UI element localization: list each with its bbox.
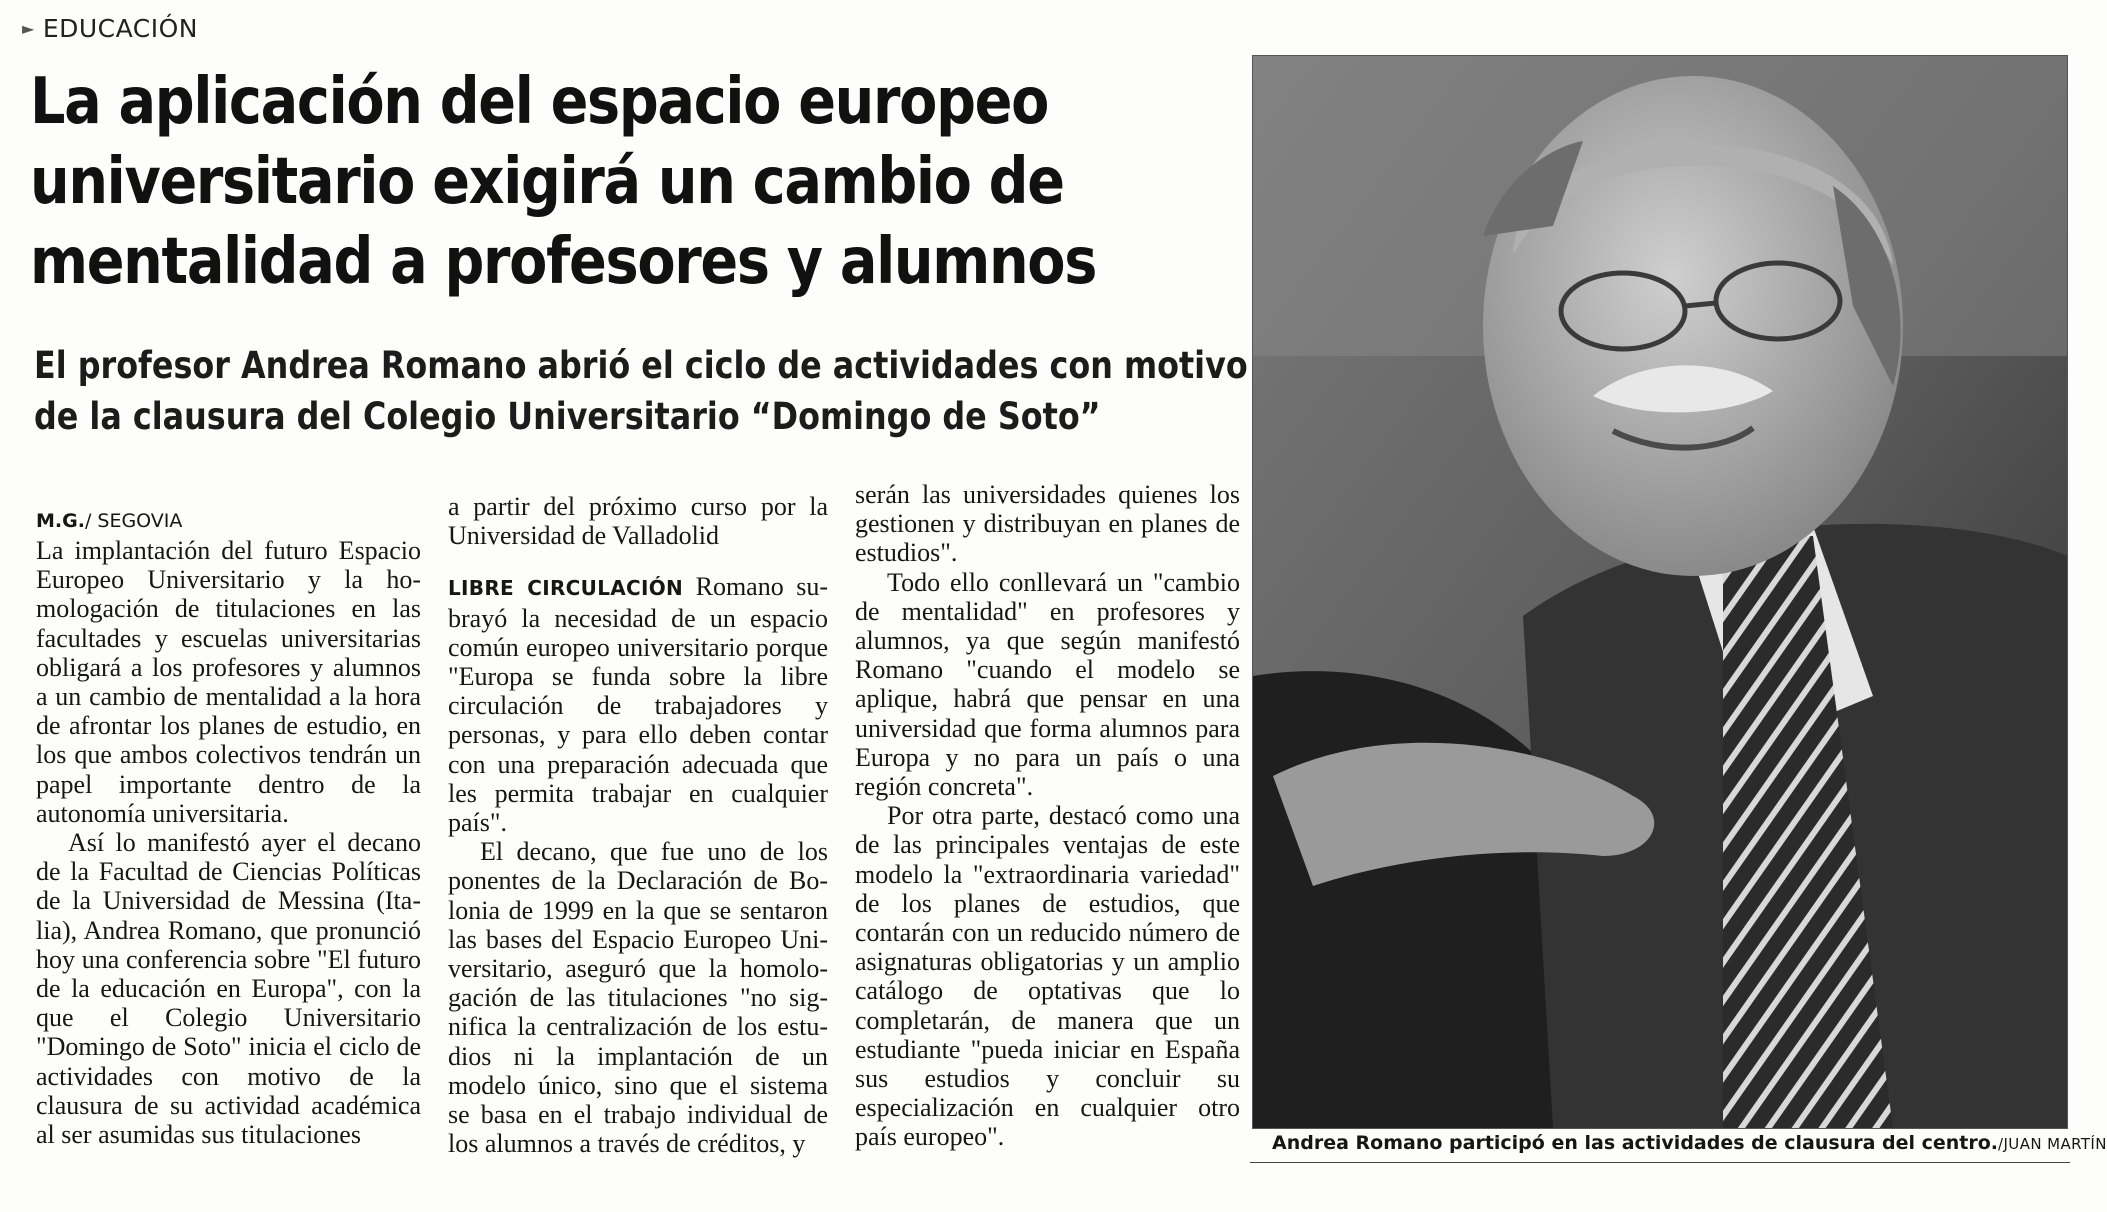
- paragraph: serán las universidades quienes los gestionen y distribuyan en planes de estudios".: [855, 480, 1240, 568]
- section-arrow-icon: ►: [22, 19, 35, 38]
- byline: [36, 508, 421, 534]
- section-label: [22, 14, 198, 43]
- photo-caption: [1272, 1128, 2107, 1159]
- portrait-illustration: [1253, 56, 2067, 1128]
- photo-credit: /JUAN MARTÍN: [1998, 1135, 2107, 1153]
- section-lead-in: LIBRE CIRCULACIÓN: [448, 576, 684, 601]
- subheadline: [34, 340, 1248, 442]
- headline-line-3: mentalidad a profesores y alumnos: [30, 225, 1097, 299]
- paragraph: Así lo manifestó ayer el decano de la Facultad de Ciencias Políticas de la Universidad de Messina (Italia), Andrea Romano, que pronunció hoy una conferencia sobre "El futuro de la educación en Europa", con la que el Colegio Universitario "Domingo de Soto" inicia el ciclo de actividades con motivo de la clausura de su actividad académica al ser asumidas sus titulaciones: [36, 828, 421, 1150]
- paragraph: Por otra parte, destacó como una de las principales ventajas de este modelo la "extraordinaria variedad" de los planes de estudios, que contarán con un reducido número de asignaturas obligatorias y un amplio catálogo de optativas que lo completarán, de manera que un estudiante "pueda iniciar en España sus estudios y concluir su especialización en cualquier otro país europeo".: [855, 801, 1240, 1152]
- caption-rule: [1250, 1162, 2070, 1163]
- paragraph: a partir del próximo curso por la Universidad de Valladolid: [448, 492, 828, 551]
- portrait-photo: [1252, 55, 2068, 1129]
- headline: [30, 62, 1230, 302]
- byline-author: M.G.: [36, 510, 85, 532]
- article-column-2: [448, 492, 828, 1158]
- paragraph: [448, 572, 828, 837]
- subheadline-line-2: de la clausura del Colegio Universitario “Domingo de Soto”: [34, 395, 1101, 438]
- article-column-1: [36, 508, 421, 1149]
- paragraph-gap: [448, 550, 828, 572]
- headline-line-1: La aplicación del espacio europeo: [30, 65, 1049, 139]
- section-label-text: EDUCACIÓN: [42, 14, 198, 43]
- caption-text: Andrea Romano participó en las actividades de clausura del centro.: [1272, 1132, 1999, 1154]
- paragraph: Todo ello conllevará un "cambio de mentalidad" en profesores y alumnos, ya que según manifestó Romano "cuando el modelo se aplique, habrá que pensar en una universidad que forma alumnos para Europa y no para un país o una región concreta".: [855, 567, 1240, 802]
- paragraph: La implantación del futuro Espacio Europeo Universitario y la homologación de titulaciones en las facultades y escuelas universitarias obligará a los profesores y alumnos a un cambio de mentalidad a la hora de afrontar los planes de estudio, en los que ambos colectivos tendrán un papel importante dentro de la autonomía universitaria.: [36, 536, 421, 828]
- article-column-3: [855, 480, 1240, 1152]
- paragraph-text: Romano subrayó la necesidad de un espacio común europeo universitario porque "Europa se funda sobre la libre circulación de trabajadores y personas, y para ello deben contar con una preparación adecuada que les permita trabajar en cualquier país".: [448, 572, 828, 838]
- headline-line-2: universitario exigirá un cambio de: [30, 145, 1064, 219]
- paragraph: El decano, que fue uno de los ponentes de la Declaración de Bolonia de 1999 en la que se sentaron las bases del Espacio Europeo Universitario, aseguró que la homologación de las titulaciones "no significa la centralización de los estudios ni la implantación de un modelo único, sino que el sistema se basa en el trabajo individual de los alumnos a través de créditos, y: [448, 837, 828, 1159]
- byline-location: / SEGOVIA: [84, 510, 183, 532]
- subheadline-line-1: El profesor Andrea Romano abrió el ciclo de actividades con motivo: [34, 344, 1248, 387]
